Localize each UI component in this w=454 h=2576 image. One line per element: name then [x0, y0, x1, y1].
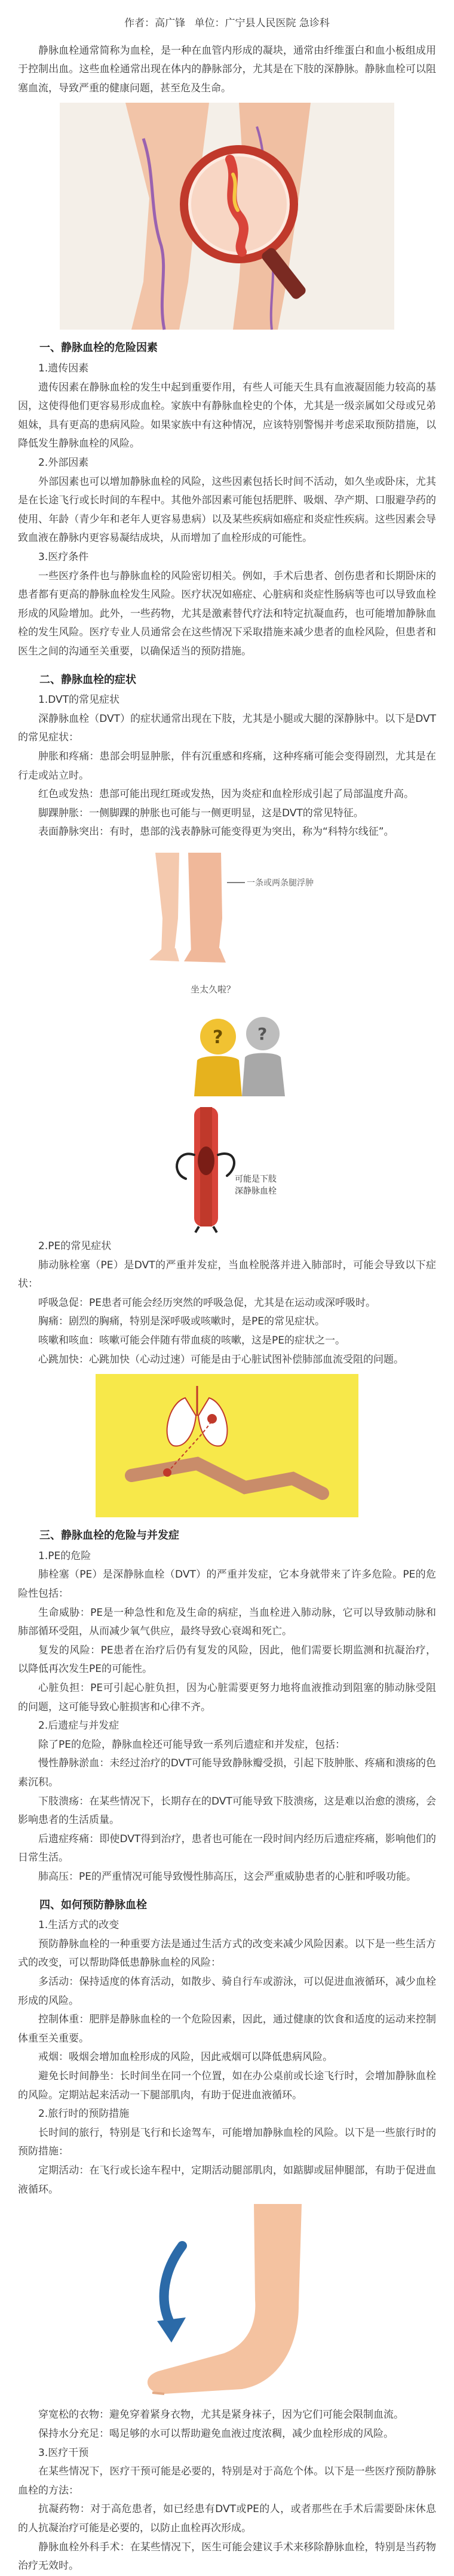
leg-magnifier-image	[60, 103, 394, 330]
travel-water: 保持水分充足：喝足够的水可以帮助避免血液过度浓稠，减少血栓形成的风险。	[38, 2427, 394, 2440]
tip-weight: 控制体重：肥胖是静脉血栓的一个危险因素，因此，通过健康的饮食和适度的运动来控制体重至关重要。	[18, 2014, 436, 2045]
section-4-3-text: 在某些情况下，医疗干预可能是必要的，特别是对于高危个体。以下是一些医疗预防静脉血栓的方法：	[18, 2466, 436, 2497]
section-4-1-text: 预防静脉血栓的一种重要方法是通过生活方式的改变来减少风险因素。以下是一些生活方式的改变，可以帮助降低患静脉血栓的风险：	[18, 1938, 436, 1969]
pe-heart-load: 心脏负担：PE可引起心脏负担，因为心脏需要更努力地将血液推动到阻塞的肺动脉受阻的问题，这可能导致心脏损害和心律不齐。	[18, 1682, 436, 1713]
vessel-caption-2: 深静脉血栓	[235, 1186, 277, 1196]
section-2-2-title: 2.PE的常见症状	[38, 1240, 112, 1252]
thinking-figures-illustration	[128, 971, 326, 1096]
section-2-1-title: 1.DVT的常见症状	[38, 694, 120, 706]
section-3-1-title: 1.PE的危险	[38, 1550, 91, 1562]
section-1-1-text: 遗传因素在静脉血栓的发生中起到重要作用，有些人可能天生具有血液凝固能力较高的基因，这使得他们更容易形成血栓。家族中有静脉血栓史的个体，尤其是一级亲属如父母或兄弟姐妹，具有更高的患病风险。如果家族中有这种情况，应该特别警惕并考虑采取预防措施，以降低发生静脉血栓的风险。	[18, 381, 436, 450]
vessel-caption-1: 可能是下肢	[235, 1175, 277, 1184]
svg-text:?: ?	[213, 1027, 223, 1048]
section-1-3-title: 3.医疗条件	[38, 551, 89, 563]
section-4-2-title: 2.旅行时的预防措施	[38, 2108, 130, 2120]
symptom-swelling: 肿胀和疼痛：患部会明显肿胀，伴有沉重感和疼痛，这种疼痛可能会变得剧烈，尤其是在行走或站立时。	[18, 750, 436, 782]
unit: 单位：广宁县人民医院 急诊科	[194, 17, 330, 29]
article-meta	[18, 14, 436, 33]
medical-drug: 抗凝药物：对于高危患者，如已经患有DVT或PE的人，或者那些在手术后需要卧床休息的人抗凝治疗可能是必要的，以防止血栓再次形成。	[18, 2503, 436, 2534]
author: 作者：高广锋	[124, 17, 186, 29]
pe-cough: 咳嗽和咳血：咳嗽可能会伴随有带血痰的咳嗽，这是PE的症状之一。	[38, 1335, 345, 1347]
hero-illustration	[60, 103, 394, 330]
tip-sit: 避免长时间静坐：长时间坐在同一个位置，如在办公桌前或长途飞行时，会增加静脉血栓的风险。定期站起来活动一下腿部肌肉，有助于促进血液循环。	[18, 2070, 436, 2101]
pe-chest: 胸痛：剧烈的胸痛，特别是深呼吸或咳嗽时，是PE的常见症状。	[38, 1315, 325, 1328]
travel-move: 定期活动：在飞行或长途车程中，定期活动腿部肌肉，如踮脚或屈伸腿部，有助于促进血液循环。	[18, 2165, 436, 2196]
section-3-2-text: 除了PE的危险，静脉血栓还可能导致一系列后遗症和并发症，包括：	[38, 1738, 345, 1751]
section-3-1-text: 肺栓塞（PE）是深静脉血栓（DVT）的严重并发症，它本身就带来了许多危险。PE的危险性包括：	[18, 1569, 436, 1600]
leg-ulcer: 下肢溃疡：在某些情况下，长期存在的DVT可能导致下肢溃疡，这是难以治愈的溃疡，会影响患者的生活质量。	[18, 1795, 436, 1827]
tip-exercise: 多活动：保持适度的体育活动，如散步、骑自行车或游泳，可以促进血液循环，减少血栓形成的风险。	[18, 1976, 436, 2007]
section-2-2-text: 肺动脉栓塞（PE）是DVT的严重并发症，当血栓脱落并进入肺部时，可能会导致以下症状：	[18, 1259, 436, 1290]
intro-paragraph: 静脉血栓通常简称为血栓，是一种在血管内形成的凝块，通常由纤维蛋白和血小板组成用于控制出血。这些血栓通常出现在体内的静脉部分，尤其是在下肢的深静脉。静脉血栓可以阻塞血流，导致严重的健康问题，甚至危及生命。	[18, 44, 436, 94]
section-1-title: 一、静脉血栓的危险因素	[39, 342, 158, 355]
chronic-stasis: 慢性静脉淤血：未经过治疗的DVT可能导致静脉瓣受损，引起下肢肿胀、疼痛和溃疡的色素沉积。	[18, 1757, 436, 1789]
symptom-surface-vein: 表面静脉突出：有时，患部的浅表静脉可能变得更为突出，称为“科特尔线征”。	[38, 826, 394, 838]
pulmonary-hypertension: 肺高压：PE的严重情况可能导致慢性肺高压，这会严重威胁患者的心脏和呼吸功能。	[38, 1871, 416, 1883]
section-4-1-title: 1.生活方式的改变	[38, 1919, 119, 1932]
pe-recur: 复发的风险：PE患者在治疗后仍有复发的风险，因此，他们需要长期监测和抗凝治疗，以降低再次发生PE的可能性。	[18, 1644, 436, 1676]
section-4-2-text: 长时间的旅行，特别是飞行和长途驾车，可能增加静脉血栓的风险。以下是一些旅行时的预防措施：	[18, 2126, 436, 2158]
legs-caption: 一条或两条腿浮肿	[247, 878, 314, 888]
pe-breath: 呼吸急促：PE患者可能会经历突然的呼吸急促，尤其是在运动或深呼吸时。	[38, 1296, 376, 1309]
section-1-1-title: 1.遗传因素	[38, 362, 89, 374]
foot-exercise-illustration	[128, 2204, 326, 2401]
sequela-pain: 后遗症疼痛：即使DVT得到治疗，患者也可能在一段时间内经历后遗症疼痛，影响他们的日常生活。	[18, 1833, 436, 1864]
section-4-3-title: 3.医疗干预	[38, 2446, 89, 2459]
section-2-1-text: 深静脉血栓（DVT）的症状通常出现在下肢，尤其是小腿或大腿的深静脉中。以下是DVT的常见症状：	[18, 712, 436, 744]
vessel-illustration	[128, 1101, 326, 1232]
pe-life: 生命威胁：PE是一种急性和危及生命的病症，当血栓进入肺动脉，它可以导致肺动脉和肺部循环受阻，从而减少氧气供应，最终导致心衰竭和死亡。	[18, 1606, 436, 1638]
medical-surgery: 静脉血栓外科手术：在某些情况下，医生可能会建议手术来移除静脉血栓，特别是当药物治疗无效时。	[18, 2541, 436, 2572]
symptom-ankle: 脚踝肿胀：一侧脚踝的肿胀也可能与一侧更明显，这是DVT的常见特征。	[38, 807, 364, 819]
pe-heart: 心跳加快：心跳加快（心动过速）可能是由于心脏试图补偿肺部血流受阻的问题。	[38, 1353, 404, 1366]
svg-text:?: ?	[257, 1024, 268, 1044]
section-2-title: 二、静脉血栓的症状	[39, 673, 136, 686]
section-1-2-text: 外部因素也可以增加静脉血栓的风险，这些因素包括长时间不活动，如久坐或卧床，尤其是在长途飞行或长时间的车程中。其他外部因素可能包括肥胖、吸烟、孕产期、口服避孕药的使用、年龄（青少年和老年人更容易患病）以及某些疾病如癌症和炎症性疾病。这些因素会导致血液在静脉内更容易凝结成块，从而增加了血栓形成的可能性。	[18, 475, 436, 545]
sitting-caption: 坐太久啦？	[191, 984, 236, 995]
swollen-legs-illustration	[131, 847, 323, 966]
section-1-3-text: 一些医疗条件也与静脉血栓的风险密切相关。例如，手术后患者、创伤患者和长期卧床的患者都有更高的静脉血栓发生风险。医疗状况如癌症、心脏病和炎症性肠病等也可以导致血栓形成的风险增加。此外，一些药物，尤其是激素替代疗法和特定抗凝血药，也可能增加静脉血栓的发生风险。医疗专业人员通常会在这些情况下采取措施来减少患者的血栓风险，但患者和医生之间的沟通至关重要，以确保适当的预防措施。	[18, 570, 436, 658]
section-3-2-title: 2.后遗症与并发症	[38, 1720, 119, 1732]
section-1-2-title: 2.外部因素	[38, 456, 89, 469]
travel-clothes: 穿宽松的衣物：避免穿着紧身衣物，尤其是紧身袜子，因为它们可能会限制血流。	[38, 2409, 404, 2421]
lung-clot-illustration	[96, 1374, 358, 1517]
section-3-title: 三、静脉血栓的危险与并发症	[39, 1529, 179, 1542]
tip-smoke: 戒烟：吸烟会增加血栓形成的风险，因此戒烟可以降低患病风险。	[38, 2051, 333, 2064]
section-4-title: 四、如何预防静脉血栓	[39, 1898, 147, 1911]
symptom-red: 红色或发热：患部可能出现红斑或发热，因为炎症和血栓形成引起了局部温度升高。	[38, 788, 414, 801]
